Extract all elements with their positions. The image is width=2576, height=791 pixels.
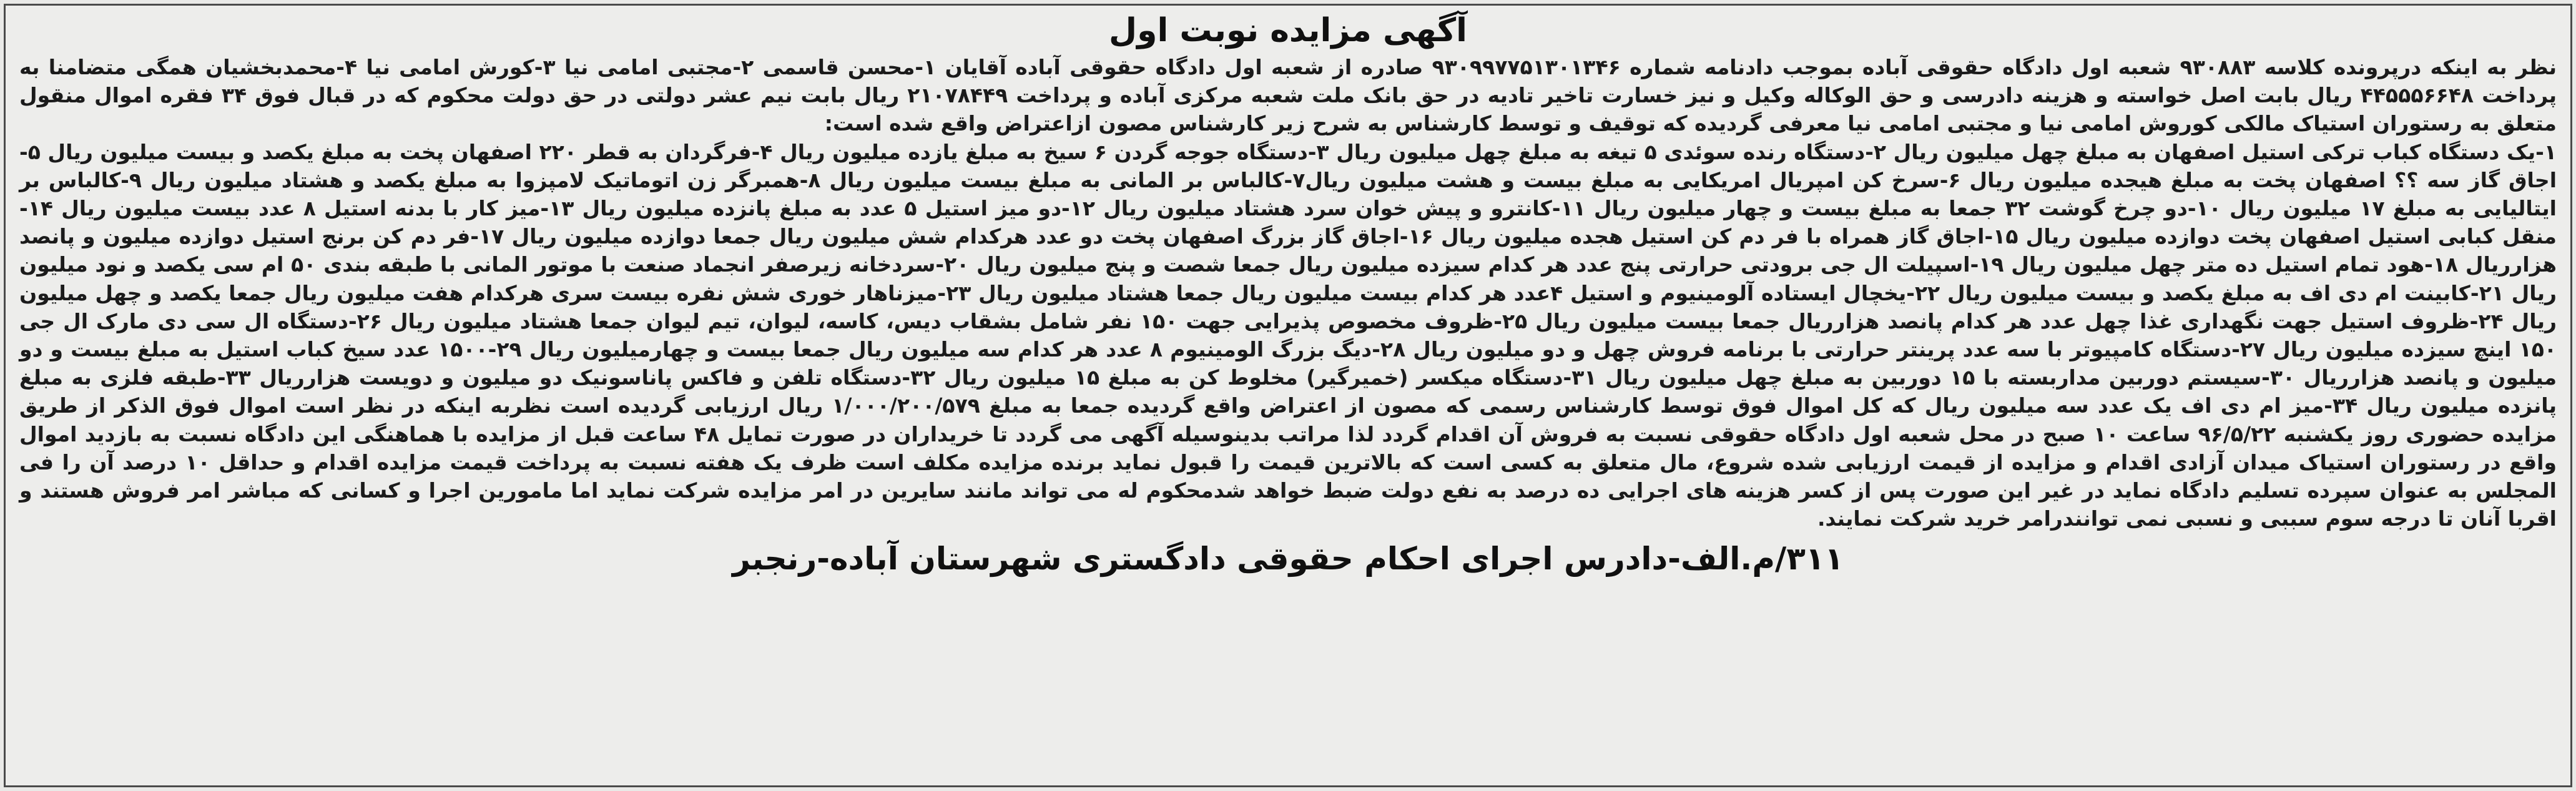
notice-items: ۱-یک دستگاه کباب ترکی استیل اصفهان به مبلغ چهل میلیون ریال ۲-دستگاه رنده سوئدی ۵ تیغه به مبلغ چهل میلیون ریال ۳-دستگاه جوجه گردن ۶ سیخ به مبلغ یازده میلیون ریال ۴-فرگردان به قطر ۲۲۰ اصفهان پخت به مبلغ یکصد و بیست میلیون ریال ۵-اجاق گاز سه ؟؟ اصفهان پخت به مبلغ هیجده میلیون ریال ۶-سرخ کن امپریال امریکایی به مبلغ بیست و هشت میلیون ریال۷-کالباس بر المانی به مبلغ بیست میلیون ریال ۸-همبرگر زن اتوماتیک لامپزوا به مبلغ یکصد و هشتاد میلیون ریال ۹-کالباس بر ایتالیایی به مبلغ ۱۷ میلیون ریال ۱۰-دو چرخ گوشت ۳۲ جمعا به مبلغ بیست و چهار میلیون ریال ۱۱-کانترو و پیش خوان سرد هشتاد میلیون ریال ۱۲-دو میز استیل ۵ عدد به مبلغ پانزده میلیون ریال ۱۳-میز کار با بدنه استیل ۸ عدد بیست میلیون ریال ۱۴-منقل کبابی استیل اصفهان پخت دوازده میلیون ریال ۱۵-اجاق گاز همراه با فر دم کن استیل هجده میلیون ریال ۱۶-اجاق گاز بزرگ اصفهان پخت دو عدد هرکدام شش میلیون ریال جمعا دوازده میلیون ریال ۱۷-فر دم کن برنج استیل دوازده میلیون و پانصد هزارریال ۱۸-هود تمام استیل ده متر چهل میلیون ریال ۱۹-اسپیلت ال جی برودتی حرارتی پنج عدد هر کدام سیزده میلیون ریال جمعا شصت و پنج میلیون ریال ۲۰-سردخانه زیرصفر انجماد صنعت با موتور المانی با طبقه بندی ۵۰ ام سی یکصد و نود میلیون ریال ۲۱-کابینت ام دی اف به مبلغ یکصد و بیست میلیون ریال ۲۲-یخچال ایستاده آلومینیوم و استیل ۴عدد هر کدام بیست میلیون ریال جمعا هشتاد میلیون ریال ۲۳-میزناهار خوری شش نفره بیست سری هرکدام هفت میلیون ریال جمعا یکصد و چهل میلیون ریال ۲۴-ظروف استیل جهت نگهداری غذا چهل عدد هر کدام پانصد هزارریال جمعا بیست میلیون ریال ۲۵-ظروف مخصوص پذیرایی جهت ۱۵۰ نفر شامل بشقاب دیس، کاسه، لیوان، تیم لیوان جمعا هشتاد میلیون ریال ۲۶-دستگاه ال سی دی مارک ال جی ۱۵۰ اینچ سیزده میلیون ریال ۲۷-دستگاه کامپیوتر با سه عدد پرینتر حرارتی با برنامه فروش چهل و دو میلیون ریال ۲۸-دیگ بزرگ الومینیوم ۸ عدد هر کدام سه میلیون ریال جمعا بیست و چهارمیلیون ریال ۲۹-۱۵۰۰ عدد سیخ کباب استیل به مبلغ بیست و دو میلیون و پانصد هزارریال ۳۰-سیستم دوربین مداربسته با ۱۵ دوربین به مبلغ چهل میلیون ریال ۳۱-دستگاه میکسر (خمیرگیر) مخلوط کن به مبلغ ۱۵ میلیون ریال ۳۲-دستگاه تلفن و فاکس پاناسونیک دو میلیون و دویست هزارریال ۳۳-طبقه فلزی به مبلغ پانزده میلیون ریال ۳۴-میز ام دی اف یک عدد سه میلیون ریال که کل اموال فوق توسط کارشناس رسمی که مصون از اعتراض واقع گردیده جمعا به مبلغ ۱/۰۰۰/۲۰۰/۵۷۹ ریال ارزیابی گردیده است نظربه اینکه در نظر است اموال فوق الذکر از طریق مزایده حضوری روز یکشنبه ۹۶/۵/۲۲ ساعت ۱۰ صبح در محل شعبه اول دادگاه حقوقی نسبت به فروش آن اقدام گردد لذا مراتب بدینوسیله آگهی می گردد تا خریداران در صورت تمایل ۴۸ ساعت قبل از مزایده با هماهنگی این دادگاه نسبت به بازدید اموال واقع در رستوران استیاک میدان آزادی اقدام و مزایده از قیمت ارزیابی شده شروع، مال متعلق به کسی است که بالاترین قیمت را قبول نماید برنده مزایده مکلف است ظرف یک هفته نسبت به پرداخت قیمت مزایده اقدام و حداقل ۱۰ درصد آن را فی المجلس به عنوان سپرده تسلیم دادگاه نماید در غیر این صورت پس از کسر هزینه های اجرایی ده درصد به نفع دولت ضبط خواهد شدمحکوم له می تواند مانند سایرین در امر مزایده شرکت نماید اما مامورین اجرا و کسانی که مباشر امر فروش هستند و اقربا آنان تا درجه سوم سببی و نسبی نمی توانندرامر خرید شرکت نمایند. (19, 139, 2557, 531)
auction-notice (4, 4, 2572, 787)
notice-signature: ۳۱۱/م.الف-دادرس اجرای احکام حقوقی دادگستری شهرستان آباده-رنجبر (732, 541, 1844, 577)
notice-body (19, 53, 2557, 533)
notice-title: آگهی مزایده نوبت اول (1109, 12, 1467, 49)
notice-intro: نظر به اینکه درپرونده کلاسه ۹۳۰۸۸۳ شعبه اول دادگاه حقوقی آباده بموجب دادنامه شماره ۹۳۰۹۹۷۷۵۱۳۰۱۳۴۶ صادره از شعبه اول دادگاه حقوقی آباده آقایان ۱-محسن قاسمی ۲-مجتبی امامی نیا ۳-کورش امامی نیا ۴-محمدبخشیان همگی متضامنا به پرداخت ۴۴۵۵۵۶۶۴۸ ریال بابت اصل خواسته و هزینه دادرسی و حق الوکاله وکیل و نیز خسارت تاخیر تادیه در حق بانک ملت شعبه مرکزی آباده و پرداخت ۲۱۰۷۸۴۴۹ ریال بابت نیم عشر دولتی در حق دولت محکوم که در قبال فوق ۳۴ فقره اموال منقول متعلق به رستوران استیاک مالکی کوروش امامی نیا و مجتبی امامی نیا معرفی گردیده که توقیف و توسط کارشناس به شرح زیر کارشناس مصون ازاعتراض واقع شده است: (19, 55, 2557, 136)
